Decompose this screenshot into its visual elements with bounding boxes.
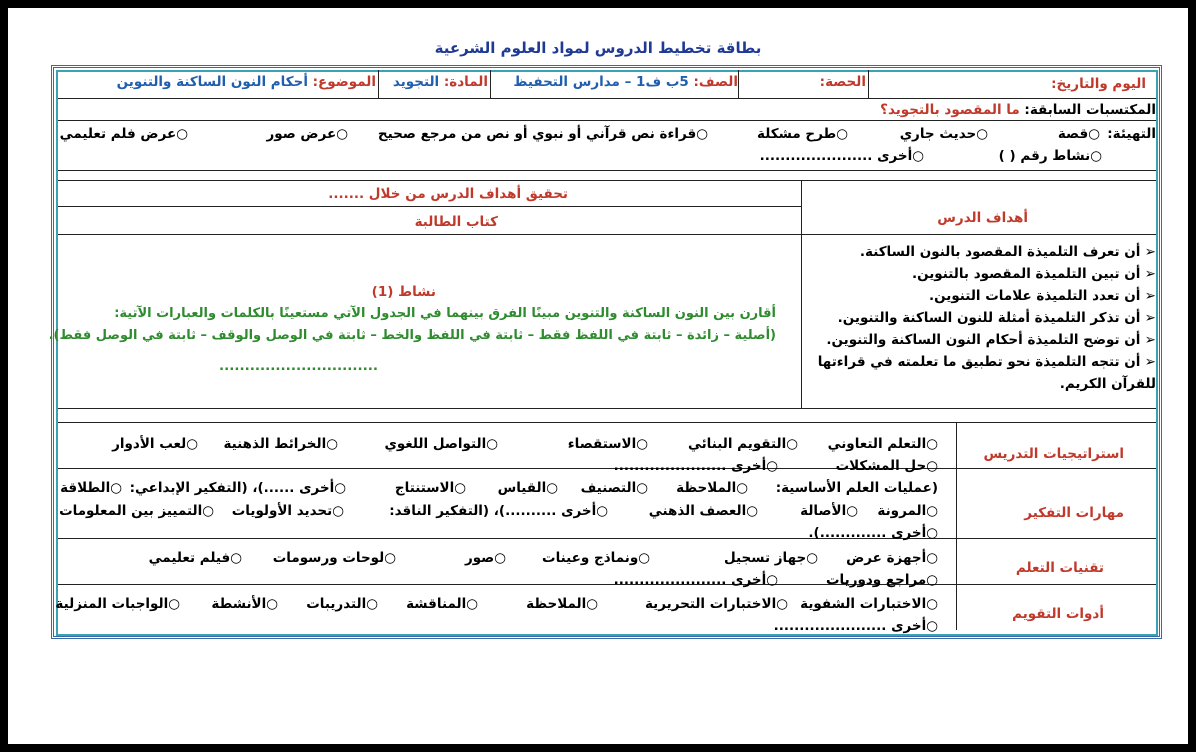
radio-circle-icon: ○: [766, 458, 778, 474]
thinking-option[interactable]: ○القياس: [497, 480, 558, 496]
radio-circle-icon: ○: [336, 126, 348, 142]
subject-field: [393, 74, 488, 90]
assessment-option[interactable]: ○التدريبات: [306, 596, 378, 612]
strategy-option[interactable]: ○التعلم التعاوني: [827, 436, 938, 452]
radio-circle-icon: ○: [486, 436, 498, 452]
radio-circle-icon: ○: [454, 480, 466, 496]
radio-circle-icon: ○: [926, 458, 938, 474]
strategy-option[interactable]: ○لعب الأدوار: [112, 436, 198, 452]
radio-circle-icon: ○: [230, 550, 242, 566]
radio-circle-icon: ○: [776, 596, 788, 612]
check-arrow-icon: ➢: [1140, 288, 1156, 304]
divider: [58, 170, 1156, 171]
radio-circle-icon: ○: [926, 525, 938, 541]
strategy-option[interactable]: ○التواصل اللغوي: [384, 436, 498, 452]
divider: [801, 180, 802, 408]
tech-option[interactable]: ○لوحات ورسومات: [272, 550, 396, 566]
objective-item: ➢ أن توضح التلميذة أحكام النون الساكنة والتنوين.: [826, 332, 1156, 348]
assessment-option[interactable]: ○الملاحظة: [526, 596, 598, 612]
tech-option[interactable]: ○صور: [464, 550, 506, 566]
thinking-option[interactable]: ○أخرى .............).: [808, 525, 938, 541]
check-arrow-icon: ➢: [1140, 310, 1156, 326]
warmup-option[interactable]: ○قراءة نص قرآني أو نبوي أو نص من مرجع صحيح: [377, 126, 708, 142]
radio-circle-icon: ○: [806, 550, 818, 566]
objective-item: ➢ أن تعرف التلميذة المقصود بالنون الساكنة.: [859, 244, 1156, 260]
class-value: 5ب ف1 – مدارس التحفيظ: [513, 74, 689, 90]
radio-circle-icon: ○: [926, 503, 938, 519]
strategy-option[interactable]: ○التقويم البنائي: [687, 436, 798, 452]
warmup-option[interactable]: ○أخرى ......................: [759, 148, 924, 164]
divider: [58, 98, 1156, 99]
radio-circle-icon: ○: [926, 596, 938, 612]
radio-circle-icon: ○: [326, 436, 338, 452]
check-arrow-icon: ➢: [1140, 266, 1156, 282]
thinking-option[interactable]: ○التصنيف: [580, 480, 648, 496]
class-field: [513, 74, 738, 90]
radio-circle-icon: ○: [176, 126, 188, 142]
activity-words: (أصلية – زائدة – ثابتة في اللفظ فقط – ثابتة في اللفظ والخط – ثابتة في الوصل والوقف – ثابتة في الوصل فقط).: [48, 328, 776, 343]
radio-circle-icon: ○: [912, 148, 924, 164]
divider: [58, 408, 1156, 409]
radio-circle-icon: ○: [786, 436, 798, 452]
assessment-option[interactable]: ○المناقشة: [406, 596, 478, 612]
subject-value: التجويد: [392, 74, 440, 90]
assessment-label: أدوات التقويم: [1012, 606, 1104, 622]
strategy-option[interactable]: ○الخرائط الذهنية: [223, 436, 338, 452]
objective-item: ➢ أن تتجه التلميذة نحو تطبيق ما تعلمته في قراءتها: [817, 354, 1156, 370]
warmup-option[interactable]: ○عرض صور: [266, 126, 348, 142]
check-arrow-icon: ➢: [1140, 332, 1156, 348]
tech-label: تقنيات التعلم: [1015, 560, 1104, 576]
prior-knowledge-label: المكتسبات السابقة:: [1024, 102, 1156, 118]
radio-circle-icon: ○: [746, 503, 758, 519]
divider: [490, 70, 491, 98]
divider: [956, 422, 957, 630]
radio-circle-icon: ○: [696, 126, 708, 142]
thinking-option[interactable]: ○الاستنتاج: [394, 480, 466, 496]
radio-circle-icon: ○: [636, 480, 648, 496]
divider: [58, 538, 1156, 539]
radio-circle-icon: ○: [168, 596, 180, 612]
radio-circle-icon: ○: [766, 572, 778, 588]
objective-item: ➢ أن تذكر التلميذة أمثلة للنون الساكنة والتنوين.: [837, 310, 1156, 326]
thinking-option[interactable]: ○العصف الذهني: [648, 503, 758, 519]
thinking-option[interactable]: ○أخرى ......)، (التفكير الإبداعي:: [129, 480, 346, 496]
objectives-header: أهداف الدرس: [937, 210, 1028, 226]
tech-option[interactable]: ○فيلم تعليمي: [148, 550, 242, 566]
assessment-option[interactable]: ○الأنشطة: [211, 596, 278, 612]
thinking-option[interactable]: ○الطلاقة: [60, 480, 122, 496]
check-arrow-icon: ➢: [1140, 244, 1156, 260]
assessment-option[interactable]: ○الاختبارات التحريرية: [644, 596, 788, 612]
radio-circle-icon: ○: [926, 618, 938, 634]
subject-label: المادة:: [443, 74, 488, 90]
radio-circle-icon: ○: [466, 596, 478, 612]
divider: [738, 70, 739, 98]
divider: [58, 180, 1156, 181]
radio-circle-icon: ○: [586, 596, 598, 612]
prior-knowledge-value: ما المقصود بالتجويد؟: [880, 102, 1020, 118]
strategy-option[interactable]: ○حل المشكلات: [835, 458, 938, 474]
divider: [58, 468, 1156, 469]
radio-circle-icon: ○: [366, 596, 378, 612]
radio-circle-icon: ○: [266, 596, 278, 612]
assessment-option[interactable]: ○الاختبارات الشفوية: [800, 596, 938, 612]
warmup-option[interactable]: ○طرح مشكلة: [757, 126, 848, 142]
assessment-option[interactable]: ○أخرى ......................: [773, 618, 938, 634]
radio-circle-icon: ○: [636, 436, 648, 452]
strategy-option[interactable]: ○الاستقصاء: [567, 436, 648, 452]
divider: [58, 206, 801, 207]
radio-circle-icon: ○: [186, 436, 198, 452]
divider: [868, 70, 869, 98]
activity-title: نشاط (1): [371, 284, 436, 300]
tech-option[interactable]: ○أجهزة عرض: [846, 550, 938, 566]
objective-item: ➢ أن تبين التلميذة المقصود بالتنوين.: [911, 266, 1156, 282]
radio-circle-icon: ○: [384, 550, 396, 566]
tech-option[interactable]: ○أخرى ......................: [613, 572, 778, 588]
day-date-label: اليوم والتاريخ:: [1051, 76, 1146, 92]
tech-option[interactable]: ○جهاز تسجيل: [723, 550, 818, 566]
radio-circle-icon: ○: [494, 550, 506, 566]
radio-circle-icon: ○: [1090, 148, 1102, 164]
radio-circle-icon: ○: [546, 480, 558, 496]
class-label: الصف:: [693, 74, 738, 90]
radio-circle-icon: ○: [926, 436, 938, 452]
divider: [378, 70, 379, 98]
page-title: بطاقة تخطيط الدروس لمواد العلوم الشرعية: [434, 39, 762, 57]
tech-option[interactable]: ○مراجع ودوريات: [825, 572, 938, 588]
objective-item: ➢ أن تعدد التلميذة علامات التنوين.: [928, 288, 1156, 304]
warmup-option[interactable]: ○نشاط رقم ( ): [998, 148, 1102, 164]
strategy-option[interactable]: ○أخرى ......................: [613, 458, 778, 474]
lesson-plan-page: [8, 8, 1188, 744]
radio-circle-icon: ○: [846, 503, 858, 519]
tech-option[interactable]: ○ونماذج وعينات: [542, 550, 650, 566]
radio-circle-icon: ○: [638, 550, 650, 566]
thinking-option[interactable]: ○الأصالة: [800, 503, 858, 519]
check-arrow-icon: ➢: [1140, 354, 1156, 370]
activity-dots: ...............................: [219, 358, 378, 374]
radio-circle-icon: ○: [926, 550, 938, 566]
divider: [58, 234, 1156, 235]
radio-circle-icon: ○: [926, 572, 938, 588]
thinking-option[interactable]: ○المرونة: [877, 503, 938, 519]
strategies-label: استراتيجيات التدريس: [983, 446, 1124, 462]
radio-circle-icon: ○: [1088, 126, 1100, 142]
radio-circle-icon: ○: [836, 126, 848, 142]
objective-item: للقرآن الكريم.: [1059, 376, 1156, 392]
warmup-option[interactable]: ○قصة: [1057, 126, 1100, 142]
radio-circle-icon: ○: [202, 503, 214, 519]
thinking-label: مهارات التفكير: [1024, 505, 1124, 521]
prior-knowledge: [880, 102, 1156, 118]
radio-circle-icon: ○: [736, 480, 748, 496]
thinking-item: (عمليات العلم الأساسية:: [775, 480, 938, 496]
radio-circle-icon: ○: [596, 503, 608, 519]
achieve-header: تحقيق أهداف الدرس من خلال .......: [328, 186, 568, 202]
topic-label: الموضوع:: [312, 74, 376, 90]
radio-circle-icon: ○: [332, 503, 344, 519]
radio-circle-icon: ○: [334, 480, 346, 496]
thinking-option[interactable]: ○التمييز بين المعلومات: [59, 503, 214, 519]
period-label: الحصة:: [819, 74, 866, 90]
divider: [58, 584, 1156, 585]
topic-field: [117, 74, 376, 90]
warmup-option[interactable]: ○عرض فلم تعليمي: [59, 126, 188, 142]
divider: [58, 120, 1156, 121]
assessment-option[interactable]: ○الواجبات المنزلية: [55, 596, 180, 612]
radio-circle-icon: ○: [976, 126, 988, 142]
student-book: كتاب الطالبة: [414, 214, 498, 230]
activity-text: أقارن بين النون الساكنة والتنوين مبينًا الفرق بينهما في الجدول الآتي مستعينًا بالكلمات والعبارات الآتية:: [114, 306, 776, 321]
warmup-option[interactable]: ○حديث جاري: [899, 126, 988, 142]
radio-circle-icon: ○: [110, 480, 122, 496]
divider: [58, 422, 1156, 423]
thinking-option[interactable]: ○الملاحظة: [676, 480, 748, 496]
thinking-option[interactable]: ○أخرى ..........)، (التفكير الناقد:: [389, 503, 608, 519]
warmup-label: التهيئة:: [1107, 126, 1156, 142]
thinking-option[interactable]: ○تحديد الأولويات: [231, 503, 344, 519]
topic-value: أحكام النون الساكنة والتنوين: [116, 74, 308, 90]
